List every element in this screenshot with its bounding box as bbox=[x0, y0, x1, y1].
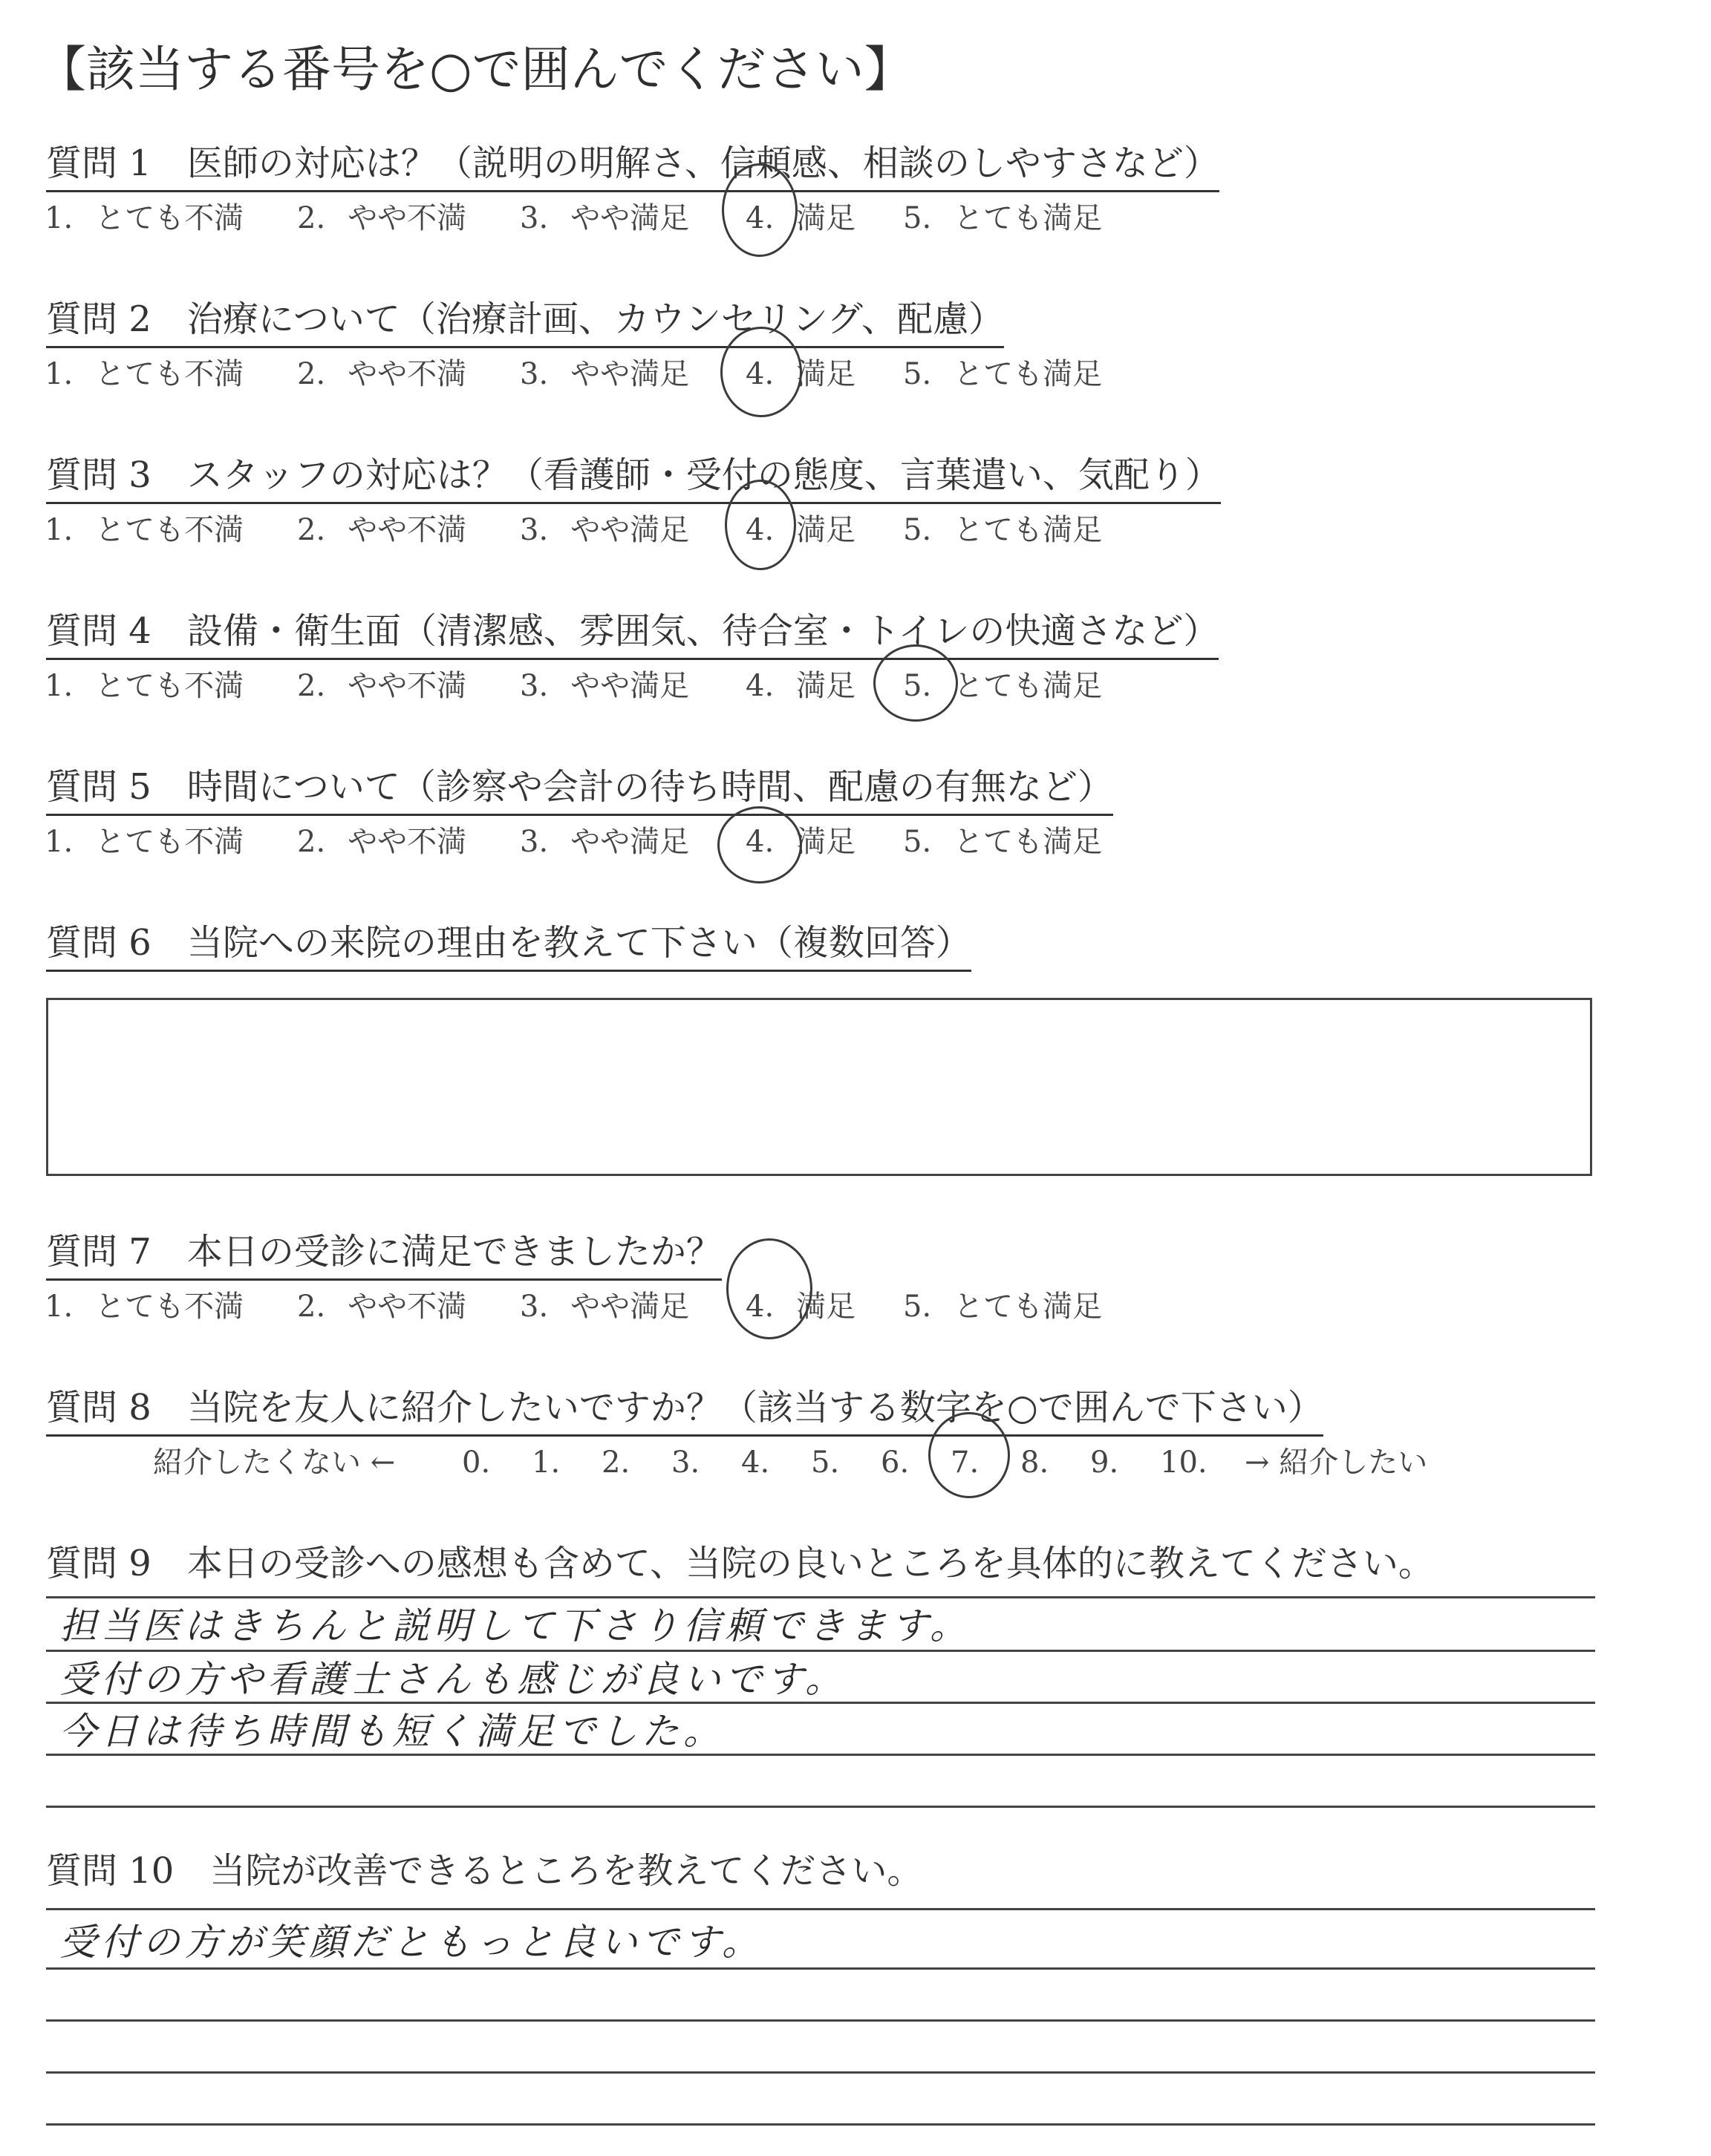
scale-option-1[interactable]: 1. とても不満 bbox=[45, 201, 244, 235]
recommend-option-1[interactable]: 1. bbox=[532, 1446, 561, 1480]
recommend-option-9[interactable]: 9. bbox=[1090, 1446, 1119, 1480]
scale-option-2[interactable]: 2. やや不満 bbox=[297, 357, 467, 391]
scale-option-3[interactable]: 3. やや満足 bbox=[520, 201, 690, 235]
recommend-option-6[interactable]: 6. bbox=[881, 1446, 910, 1480]
question-text: 当院が改善できるところを教えてください。 bbox=[209, 1850, 923, 1892]
handwritten-answer-line: 担当医はきちんと説明して下さり信頼できます。 bbox=[59, 1604, 971, 1647]
question-text: 治療について（治療計画、カウンセリング、配慮） bbox=[186, 298, 1004, 340]
scale-option-2[interactable]: 2. やや不満 bbox=[297, 513, 467, 547]
recommend-option-10[interactable]: 10. bbox=[1160, 1446, 1208, 1480]
scale-option-2[interactable]: 2. やや不満 bbox=[297, 1290, 467, 1324]
question-10-heading bbox=[46, 1849, 922, 1898]
recommend-option-8[interactable]: 8. bbox=[1020, 1446, 1049, 1480]
question-text: 当院を友人に紹介したいですか？（該当する数字を○で囲んで下さい） bbox=[186, 1387, 1323, 1428]
scale-option-4[interactable]: 4. 満足 bbox=[746, 357, 856, 391]
scale-option-4[interactable]: 4. 満足 bbox=[746, 669, 856, 703]
question-2-heading bbox=[46, 297, 1004, 348]
question-8-heading bbox=[46, 1385, 1323, 1437]
answer-line bbox=[46, 2019, 1595, 2022]
scale-option-2[interactable]: 2. やや不満 bbox=[297, 825, 467, 859]
question-text: 本日の受診への感想も含めて、当院の良いところを具体的に教えてください。 bbox=[186, 1543, 1434, 1584]
answer-line bbox=[46, 1967, 1595, 1970]
scale-option-3[interactable]: 3. やや満足 bbox=[520, 669, 690, 703]
question-label: 質問 3 bbox=[46, 454, 151, 496]
recommend-high-label: → 紹介したい bbox=[1245, 1446, 1428, 1480]
question-6-heading bbox=[46, 921, 971, 972]
question-4-heading bbox=[46, 609, 1219, 660]
question-text: スタッフの対応は？（看護師・受付の態度、言葉遣い、気配り） bbox=[186, 454, 1221, 496]
question-1-heading bbox=[46, 141, 1219, 192]
scale-option-4[interactable]: 4. 満足 bbox=[746, 513, 856, 547]
answer-line bbox=[46, 1650, 1595, 1652]
question-9-heading bbox=[46, 1541, 1434, 1590]
scale-option-1[interactable]: 1. とても不満 bbox=[45, 357, 244, 391]
scale-option-5[interactable]: 5. とても満足 bbox=[903, 201, 1103, 235]
answer-line bbox=[46, 2123, 1595, 2126]
scale-option-2[interactable]: 2. やや不満 bbox=[297, 201, 467, 235]
scale-option-1[interactable]: 1. とても不満 bbox=[45, 825, 244, 859]
recommend-option-4[interactable]: 4. bbox=[741, 1446, 770, 1480]
question-3-heading bbox=[46, 453, 1221, 504]
scale-option-1[interactable]: 1. とても不満 bbox=[45, 669, 244, 703]
answer-line bbox=[46, 1806, 1595, 1808]
handwritten-answer-line: 今日は待ち時間も短く満足でした。 bbox=[59, 1710, 725, 1753]
question-5-heading bbox=[46, 765, 1113, 816]
scale-option-5[interactable]: 5. とても満足 bbox=[903, 513, 1103, 547]
handwritten-answer-line: 受付の方が笑顔だともっと良いです。 bbox=[59, 1921, 763, 1964]
scale-option-4[interactable]: 4. 満足 bbox=[746, 825, 856, 859]
scale-option-5[interactable]: 5. とても満足 bbox=[903, 1290, 1103, 1324]
question-label: 質問 7 bbox=[46, 1231, 151, 1273]
answer-line bbox=[46, 1754, 1595, 1756]
question-text: 時間について（診察や会計の待ち時間、配慮の有無など） bbox=[186, 766, 1113, 808]
page-title: 【該当する番号を○で囲んでください】 bbox=[37, 41, 913, 98]
question-7-heading bbox=[46, 1229, 722, 1281]
scale-option-4[interactable]: 4. 満足 bbox=[746, 1290, 856, 1324]
recommend-option-5[interactable]: 5. bbox=[811, 1446, 840, 1480]
recommend-option-3[interactable]: 3. bbox=[671, 1446, 700, 1480]
handwritten-answer-line: 受付の方や看護士さんも感じが良いです。 bbox=[59, 1658, 847, 1701]
question-label: 質問 10 bbox=[46, 1850, 175, 1892]
scale-option-5[interactable]: 5. とても満足 bbox=[903, 357, 1103, 391]
scale-option-1[interactable]: 1. とても不満 bbox=[45, 513, 244, 547]
scale-option-3[interactable]: 3. やや満足 bbox=[520, 825, 690, 859]
question-text: 設備・衛生面（清潔感、雰囲気、待合室・トイレの快適さなど） bbox=[186, 610, 1219, 652]
recommend-low-label: 紹介したくない ← bbox=[153, 1446, 396, 1480]
question-label: 質問 9 bbox=[46, 1543, 151, 1584]
scale-option-1[interactable]: 1. とても不満 bbox=[45, 1290, 244, 1324]
question-label: 質問 5 bbox=[46, 766, 151, 808]
answer-line bbox=[46, 2071, 1595, 2074]
question-text: 当院への来院の理由を教えて下さい（複数回答） bbox=[186, 922, 971, 964]
question-label: 質問 6 bbox=[46, 922, 151, 964]
scale-option-4[interactable]: 4. 満足 bbox=[746, 201, 856, 235]
question-text: 医師の対応は？（説明の明解さ、信頼感、相談のしやすさなど） bbox=[186, 143, 1219, 184]
recommend-option-0[interactable]: 0. bbox=[462, 1446, 491, 1480]
answer-line bbox=[46, 1702, 1595, 1704]
recommend-option-7[interactable]: 7. bbox=[951, 1446, 980, 1480]
answer-line bbox=[46, 1596, 1595, 1598]
recommend-option-2[interactable]: 2. bbox=[602, 1446, 630, 1480]
scale-option-5[interactable]: 5. とても満足 bbox=[903, 825, 1103, 859]
scale-option-3[interactable]: 3. やや満足 bbox=[520, 357, 690, 391]
scale-option-2[interactable]: 2. やや不満 bbox=[297, 669, 467, 703]
question-label: 質問 1 bbox=[46, 143, 151, 184]
scale-option-5[interactable]: 5. とても満足 bbox=[903, 669, 1103, 703]
question-6-answer-box[interactable] bbox=[46, 998, 1592, 1176]
scale-option-3[interactable]: 3. やや満足 bbox=[520, 513, 690, 547]
question-label: 質問 2 bbox=[46, 298, 151, 340]
answer-line bbox=[46, 1908, 1595, 1910]
scale-option-3[interactable]: 3. やや満足 bbox=[520, 1290, 690, 1324]
question-label: 質問 8 bbox=[46, 1387, 151, 1428]
question-text: 本日の受診に満足できましたか？ bbox=[186, 1231, 722, 1273]
question-label: 質問 4 bbox=[46, 610, 151, 652]
